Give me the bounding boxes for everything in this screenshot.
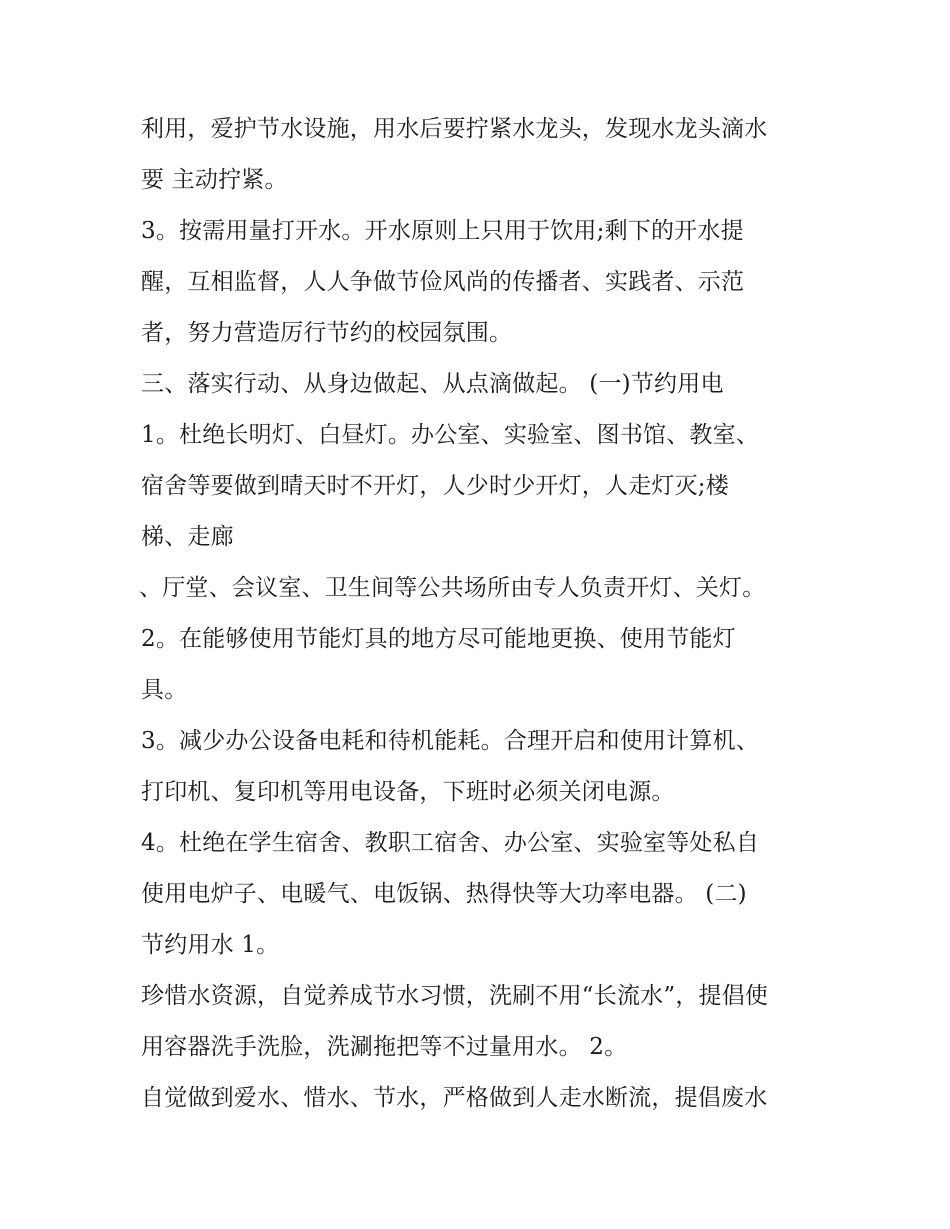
text-line: 打印机、复印机等用电设备，下班时必须关闭电源。 <box>141 779 675 805</box>
text-line: 1。杜绝长明灯、白昼灯。办公室、实验室、图书馆、教室、 <box>141 422 760 448</box>
text-line: 用容器洗手洗脸，洗涮拖把等不过量用水。 2。 <box>141 1034 628 1060</box>
text-line: 具。 <box>141 677 188 703</box>
text-line: 使用电炉子、电暖气、电饭锅、热得快等大功率电器。 (二) <box>141 881 747 907</box>
text-line: 梯、走廊 <box>141 524 234 550</box>
text-line: 醒，互相监督，人人争做节俭风尚的传播者、实践者、示范 <box>141 269 745 295</box>
text-line: 自觉做到爱水、惜水、节水，严格做到人走水断流，提倡废水 <box>141 1085 768 1111</box>
text-line: 要 主动拧紧。 <box>141 167 288 193</box>
text-line: 宿舍等要做到晴天时不开灯，人少时少开灯，人走灯灭;楼 <box>141 473 729 499</box>
section-heading-line: 三、落实行动、从身边做起、从点滴做起。 (一)节约用电 <box>141 371 724 397</box>
text-line: 2。在能够使用节能灯具的地方尽可能地更换、使用节能灯 <box>141 626 736 652</box>
text-line: 珍惜水资源，自觉养成节水习惯，洗刷不用“长流水”，提倡使 <box>141 983 769 1009</box>
text-line: 利用，爱护节水设施，用水后要拧紧水龙头，发现水龙头滴水 <box>141 116 768 142</box>
document-body <box>141 104 841 1124</box>
text-line: 者，努力营造厉行节约的校园氛围。 <box>141 320 513 346</box>
text-line: 、厅堂、会议室、卫生间等公共场所由专人负责开灯、关灯。 <box>139 575 766 601</box>
text-line: 3。减少办公设备电耗和待机能耗。合理开启和使用计算机、 <box>141 728 760 754</box>
text-line: 4。杜绝在学生宿舍、教职工宿舍、办公室、实验室等处私自 <box>141 830 760 856</box>
text-line: 3。按需用量打开水。开水原则上只用于饮用;剩下的开水提 <box>141 218 744 244</box>
section-heading-line: 节约用水 1。 <box>141 932 280 958</box>
